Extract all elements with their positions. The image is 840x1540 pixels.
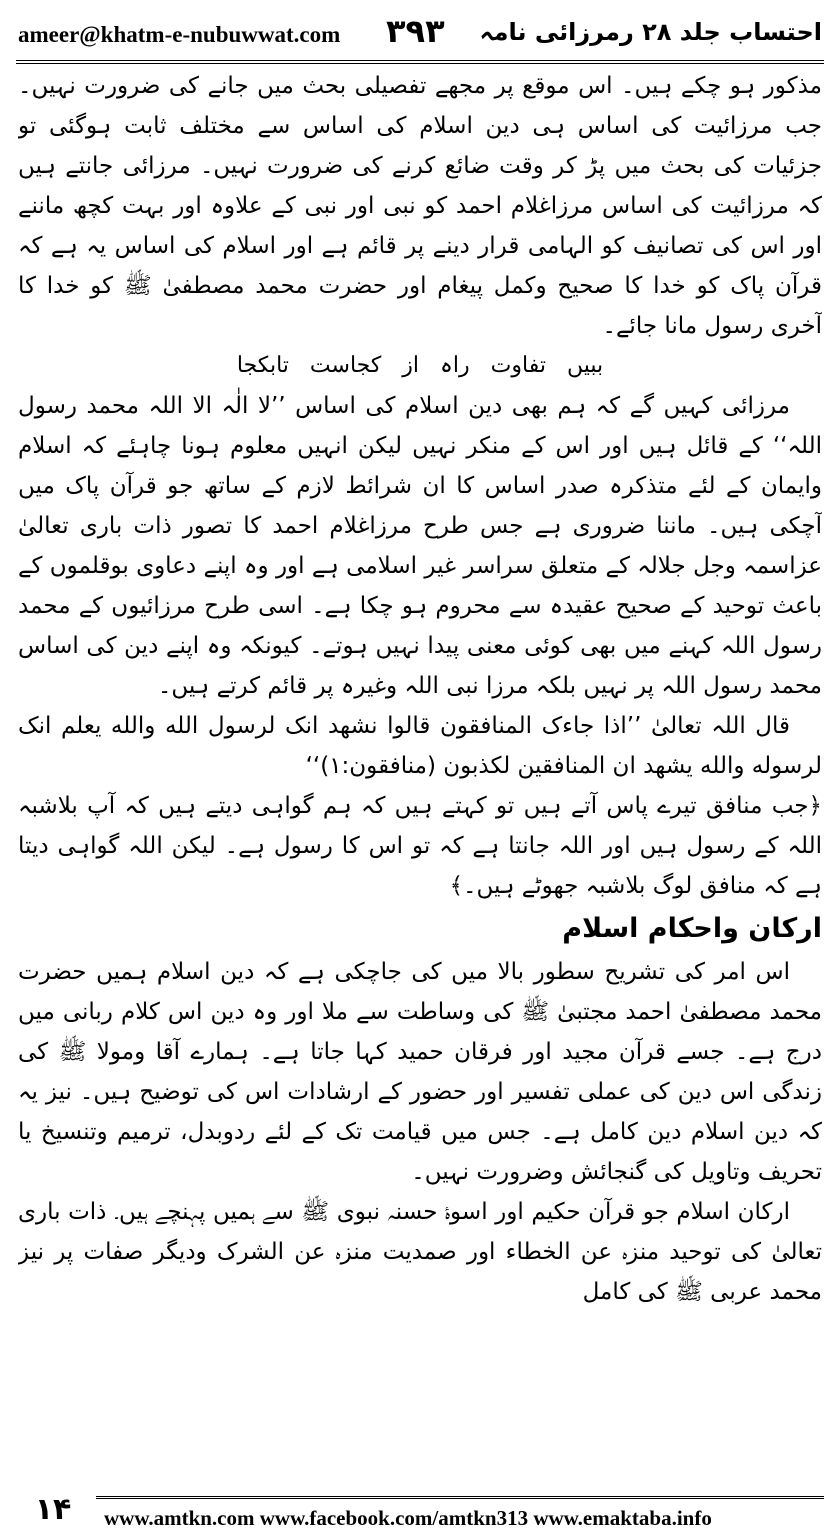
header-email: ameer@khatm-e-nubuwwat.com bbox=[18, 22, 341, 47]
page-header bbox=[0, 0, 840, 60]
quote-translation: ﴿جب منافق تیرے پاس آتے ہیں تو کہتے ہیں کہ ہم گواہی دیتے ہیں کہ آپ بلاشبہ اللہ کے رسول ہیں اور اللہ جانتا ہے کہ تو اس کا رسول ہے۔ لیکن اللہ گواہی دیتا ہے کہ منافق لوگ بلاشبہ جھوٹے ہیں۔﴾ bbox=[18, 793, 822, 899]
quran-quote: قال اللہ تعالیٰ ’’اذا جاءک المنافقون قالوا نشهد انک لرسول الله والله یعلم انک لرسوله والله یشهد ان المنافقین لکذبون (منافقون:۱)‘‘ bbox=[18, 713, 822, 779]
header-page-number: ۳۹۳ bbox=[386, 12, 445, 50]
header-book-title: احتساب جلد ۲۸ رمرزائی نامہ bbox=[479, 18, 822, 46]
section-heading: ارکان واحکام اسلام bbox=[562, 913, 822, 944]
footer-page-label: ۱۴ bbox=[34, 1492, 72, 1527]
poetry-verse: ببیں تفاوت راہ از کجاست تابکجا bbox=[236, 353, 604, 378]
paragraph-5: اس امر کی تشریح سطور بالا میں کی جاچکی ہے کہ دین اسلام ہمیں حضرت محمد مصطفیٰ احمد مجتبیٰ ﷺ کی وساطت سے ملا اور وہ دین اس کلام ربانی میں درج ہے۔ جسے قرآن مجید اور فرقان حمید کہا جاتا ہے۔ ہمارے آقا ومولا ﷺ کی زندگی اس دین کی عملی تفسیر اور حضور کے ارشادات اس کی توضیح ہیں۔ نیز یہ کہ دین اسلام دین کامل ہے۔ جس میں قیامت تک کے لئے ردوبدل، ترمیم وتنسیخ یا تحریف وتاویل کی گنجائش وضرورت نہیں۔ bbox=[18, 959, 822, 1185]
header-rule bbox=[16, 60, 824, 64]
paragraph-6: ارکان اسلام جو قرآن حکیم اور اسوۂ حسنہ نبوی ﷺ سے ہمیں پہنچے ہیں۔ ذات باری تعالیٰ کی توحید منزہ عن الخطاء اور صمدیت منزہ عن الشرک ودیگر صفات پر نیز محمد عربی ﷺ کی کامل bbox=[18, 1199, 822, 1305]
paragraph-1: مذکور ہو چکے ہیں۔ اس موقع پر مجھے تفصیلی بحث میں جانے کی ضرورت نہیں۔ جب مرزائیت کی اساس ہی دین اسلام کی اساس سے مختلف ثابت ہوگئی تو جزئیات کی بحث میں پڑ کر وقت ضائع کرنے کی ضرورت نہیں۔ مرزائی جانتے ہیں کہ مرزائیت کی اساس مرزاغلام احمد کو نبی اور نبی کے علاوہ اور بہت کچھ ماننے اور اس کی تصانیف کو الہامی قرار دینے پر قائم ہے اور اسلام کی اساس یہ ہے کہ قرآن پاک کو خدا کا صحیح وکمل پیغام اور حضرت محمد مصطفیٰ ﷺ کو خدا کا آخری رسول مانا جائے۔ bbox=[18, 73, 822, 339]
page-body bbox=[18, 66, 822, 1451]
footer-rule bbox=[96, 1496, 824, 1499]
paragraph-2: مرزائی کہیں گے کہ ہم بھی دین اسلام کی اساس ’’لا الٰہ الا اللہ محمد رسول اللہ‘‘ کے قائل ہیں اور اس کے منکر نہیں لیکن انہیں معلوم ہونا چاہئے کہ اسلام وایمان کے لئے متذکرہ صدر اساس کا ان شرائط لازم کے ساتھ جو قرآن پاک میں آچکی ہیں۔ ماننا ضروری ہے جس طرح مرزاغلام احمد کا تصور ذات باری تعالیٰ عزاسمہ وجل جلالہ کے متعلق سراسر غیر اسلامی ہے اور وہ اپنے دعاوی بوقلموں کے باعث توحید کے صحیح عقیدہ سے محروم ہو چکا ہے۔ اسی طرح مرزائیوں کے محمد رسول اللہ کہنے میں بھی کوئی معنی پیدا نہیں ہوتے۔ کیونکہ وہ اپنے دین کی اساس محمد رسول اللہ پر نہیں بلکہ مرزا نبی اللہ وغیرہ پر قائم کرتے ہیں۔ bbox=[18, 393, 822, 699]
footer-links: www.amtkn.com www.facebook.com/amtkn313 www.emaktaba.info bbox=[104, 1506, 712, 1530]
page-footer bbox=[0, 1486, 840, 1540]
